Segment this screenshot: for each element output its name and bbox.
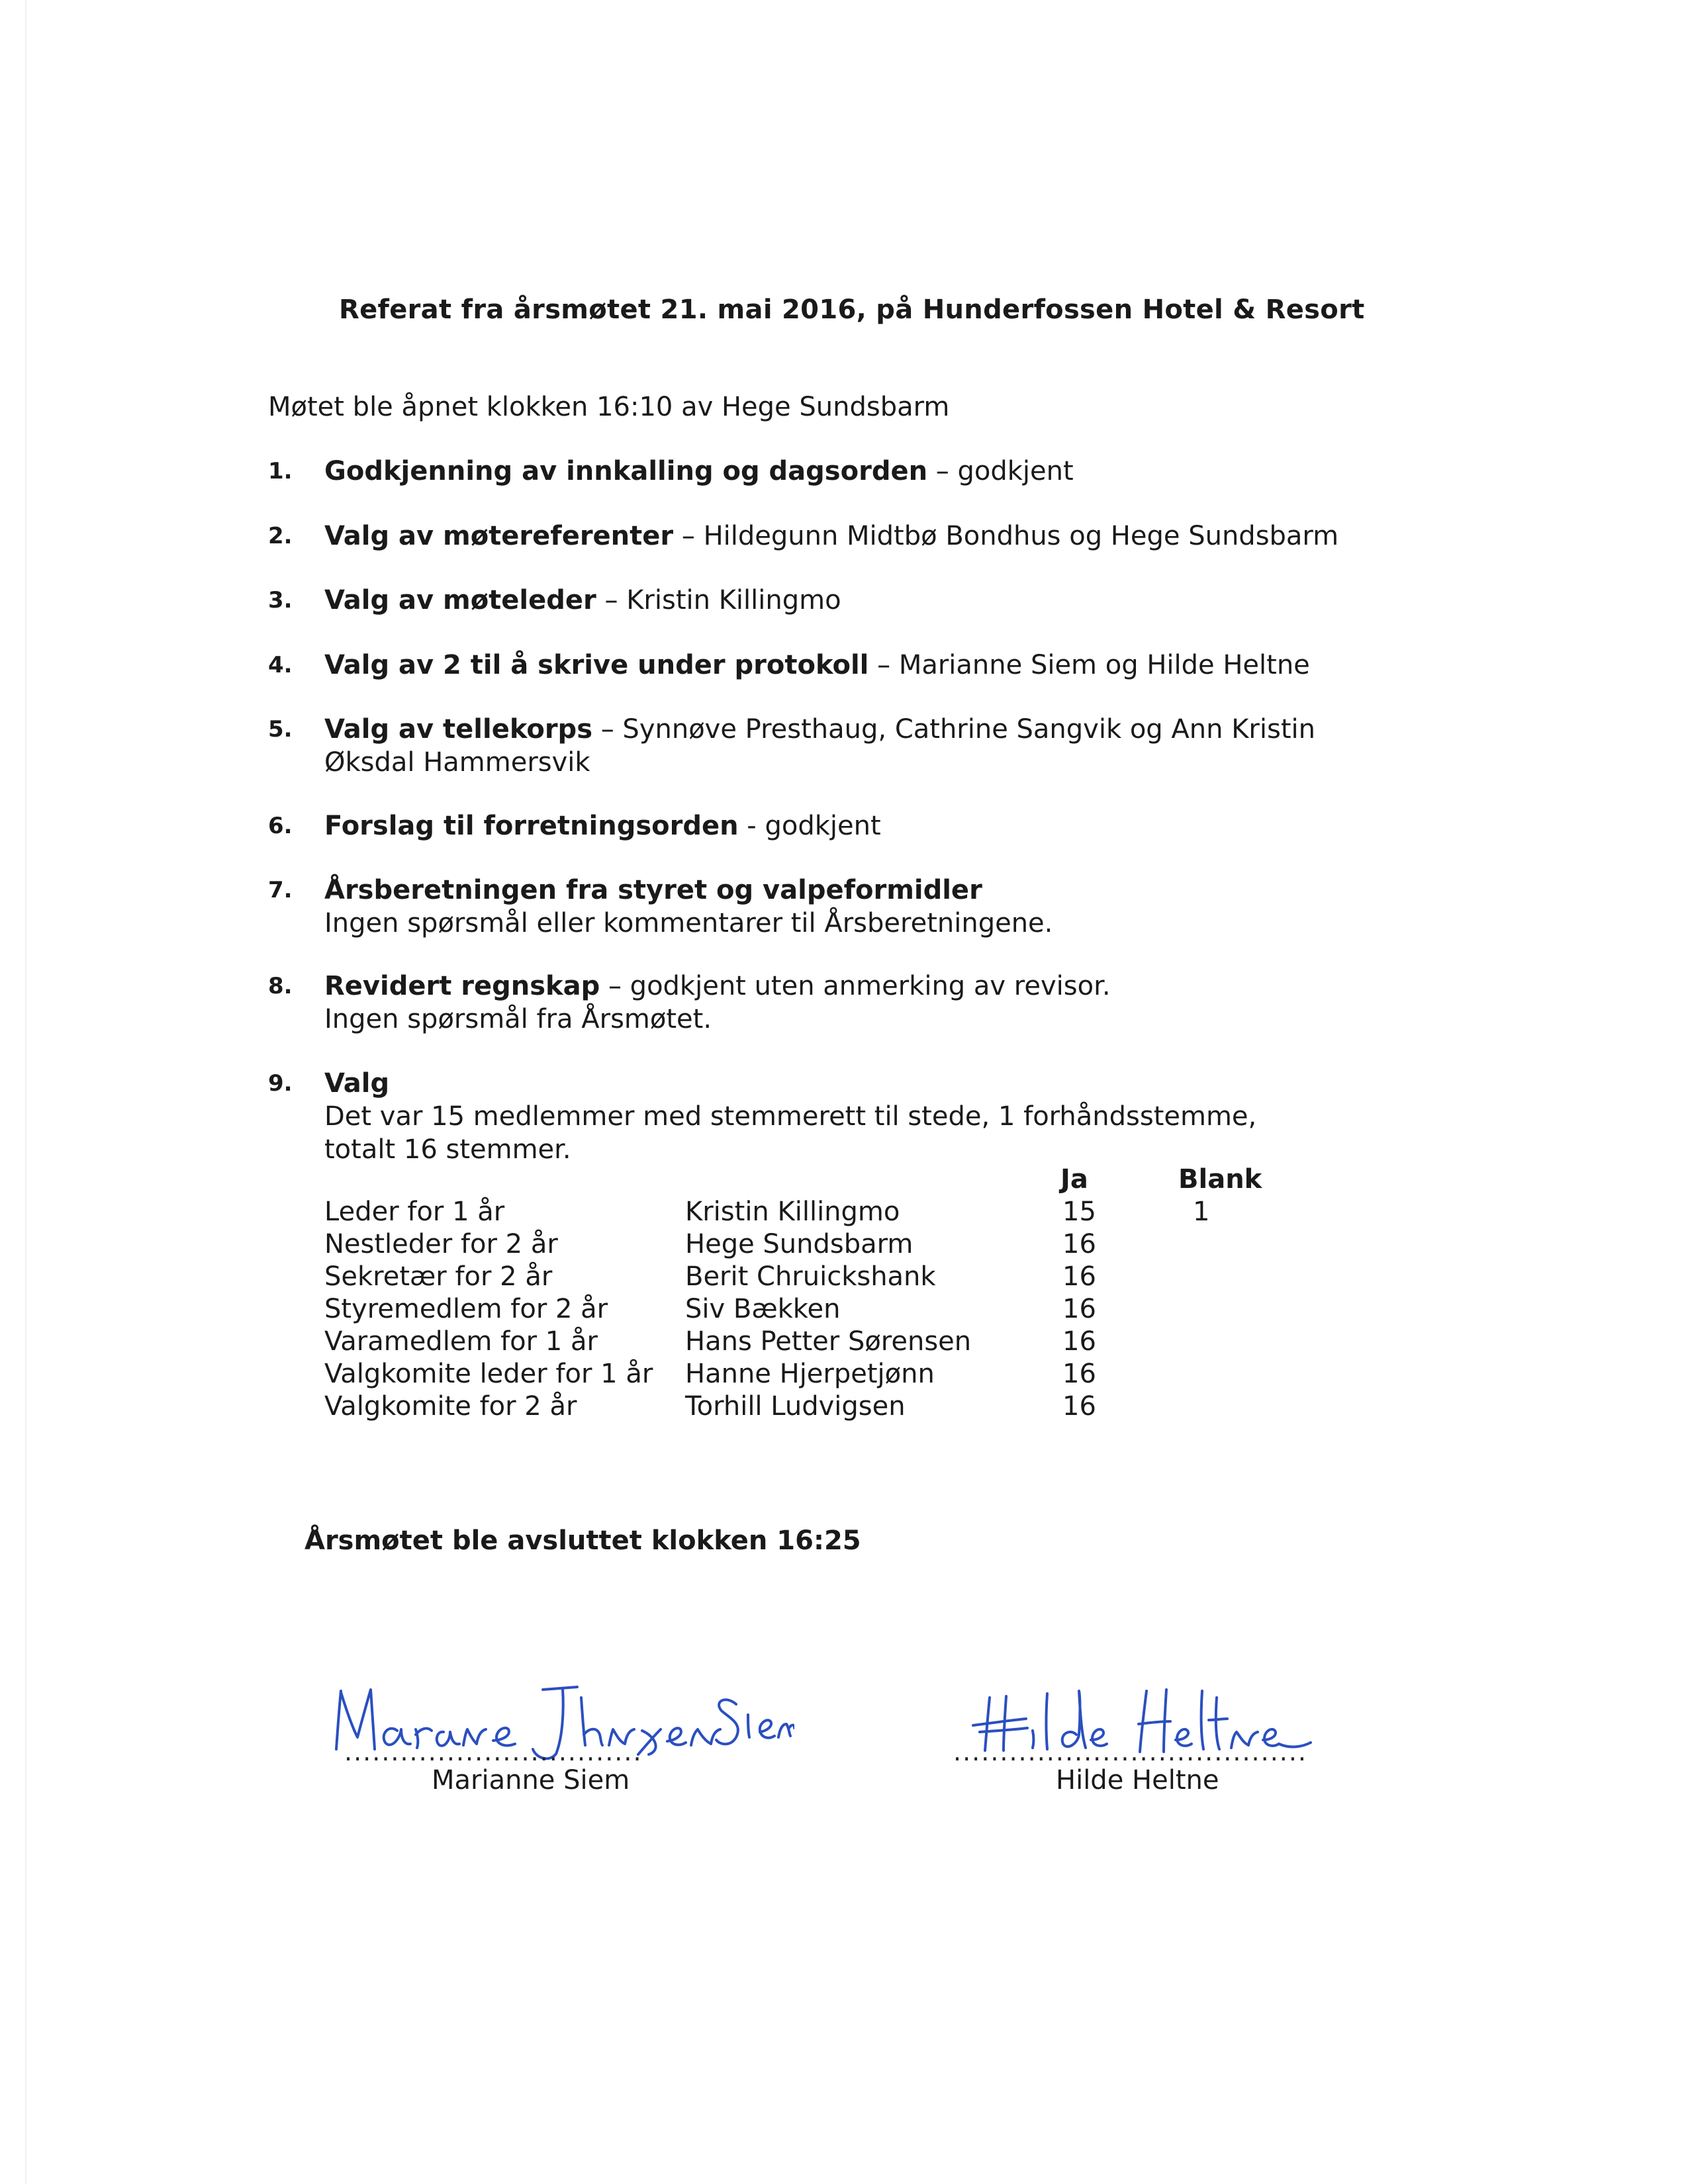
- vote-role: Nestleder for 2 år: [324, 1229, 558, 1259]
- item-heading: Forslag til forretningsorden: [324, 811, 739, 841]
- item-result: – Hildegunn Midtbø Bondhus og Hege Sundsbarm: [673, 521, 1339, 551]
- vote-candidate: Hans Petter Sørensen: [685, 1326, 972, 1357]
- item-result: – Kristin Killingmo: [596, 585, 841, 615]
- vote-header-blank: Blank: [1178, 1164, 1262, 1195]
- vote-role: Valgkomite for 2 år: [324, 1391, 577, 1422]
- vote-ja-count: 16: [1062, 1391, 1096, 1422]
- vote-blank-count: 1: [1193, 1197, 1210, 1227]
- vote-ja-count: 16: [1062, 1261, 1096, 1292]
- vote-ja-count: 16: [1062, 1359, 1096, 1389]
- vote-candidate: Berit Chruickshank: [685, 1261, 936, 1292]
- signatory-name: Hilde Heltne: [1056, 1765, 1219, 1796]
- signature-block-hilde: [953, 1671, 1417, 1803]
- item-number: 8.: [268, 973, 293, 999]
- vote-ja-count: 16: [1062, 1229, 1096, 1259]
- vote-row: [324, 1326, 1317, 1358]
- item-result: – godkjent: [927, 456, 1074, 486]
- item-number: 5.: [268, 716, 293, 743]
- item-heading: Valg av møtereferenter: [324, 521, 674, 551]
- item-heading: Valg: [324, 1068, 390, 1099]
- vote-row: [324, 1358, 1317, 1390]
- item-number: 9.: [268, 1070, 293, 1097]
- vote-candidate: Torhill Ludvigsen: [685, 1391, 906, 1422]
- vote-header-ja: Ja: [1060, 1164, 1088, 1195]
- closing-statement: Årsmøtet ble avsluttet klokken 16:25: [305, 1525, 861, 1556]
- intro-text: Møtet ble åpnet klokken 16:10 av Hege Sundsbarm: [268, 392, 950, 422]
- item-result: – Marianne Siem og Hilde Heltne: [868, 650, 1310, 680]
- vote-row: [324, 1196, 1317, 1228]
- item-heading: Årsberetningen fra styret og valpeformidler: [324, 875, 982, 905]
- vote-role: Valgkomite leder for 1 år: [324, 1359, 653, 1389]
- item-heading: Revidert regnskap: [324, 971, 600, 1001]
- vote-role: Leder for 1 år: [324, 1197, 505, 1227]
- vote-candidate: Kristin Killingmo: [685, 1197, 900, 1227]
- item-heading: Godkjenning av innkalling og dagsorden: [324, 456, 928, 486]
- item-number: 3.: [268, 587, 293, 614]
- item-continuation: Det var 15 medlemmer med stemmerett til stede, 1 forhåndsstemme,: [324, 1101, 1257, 1132]
- vote-ja-count: 16: [1062, 1294, 1096, 1324]
- signature-block-marianne: [331, 1671, 794, 1803]
- item-heading: Valg av tellekorps: [324, 714, 592, 745]
- item-continuation: Ingen spørsmål fra Årsmøtet.: [324, 1004, 712, 1034]
- signatory-name: Marianne Siem: [432, 1765, 630, 1796]
- item-continuation: Øksdal Hammersvik: [324, 747, 590, 778]
- vote-candidate: Hanne Hjerpetjønn: [685, 1359, 935, 1389]
- item-continuation: Ingen spørsmål eller kommentarer til Årsberetningene.: [324, 908, 1053, 938]
- item-number: 4.: [268, 652, 293, 678]
- item-result: - godkjent: [738, 811, 881, 841]
- vote-row: [324, 1261, 1317, 1293]
- vote-role: Sekretær for 2 år: [324, 1261, 553, 1292]
- vote-candidate: Hege Sundsbarm: [685, 1229, 914, 1259]
- item-number: 1.: [268, 458, 293, 484]
- item-number: 7.: [268, 877, 293, 903]
- signature-line: ................................: [344, 1737, 643, 1766]
- item-heading: Valg av 2 til å skrive under protokoll: [324, 650, 869, 680]
- vote-ja-count: 15: [1062, 1197, 1096, 1227]
- vote-row: [324, 1228, 1317, 1261]
- signature-line: ......................................: [953, 1737, 1308, 1766]
- item-number: 2.: [268, 523, 293, 549]
- vote-candidate: Siv Bækken: [685, 1294, 841, 1324]
- item-heading: Valg av møteleder: [324, 585, 596, 615]
- vote-role: Varamedlem for 1 år: [324, 1326, 598, 1357]
- document-title: Referat fra årsmøtet 21. mai 2016, på Hunderfossen Hotel & Resort: [339, 295, 1365, 325]
- item-continuation: totalt 16 stemmer.: [324, 1134, 571, 1165]
- vote-row: [324, 1293, 1317, 1326]
- item-result: – godkjent uten anmerking av revisor.: [600, 971, 1111, 1001]
- page-edge: [25, 0, 26, 2184]
- vote-ja-count: 16: [1062, 1326, 1096, 1357]
- item-result: – Synnøve Presthaug, Cathrine Sangvik og Ann Kristin: [592, 714, 1315, 745]
- vote-role: Styremedlem for 2 år: [324, 1294, 608, 1324]
- vote-row: [324, 1390, 1317, 1423]
- item-number: 6.: [268, 813, 293, 839]
